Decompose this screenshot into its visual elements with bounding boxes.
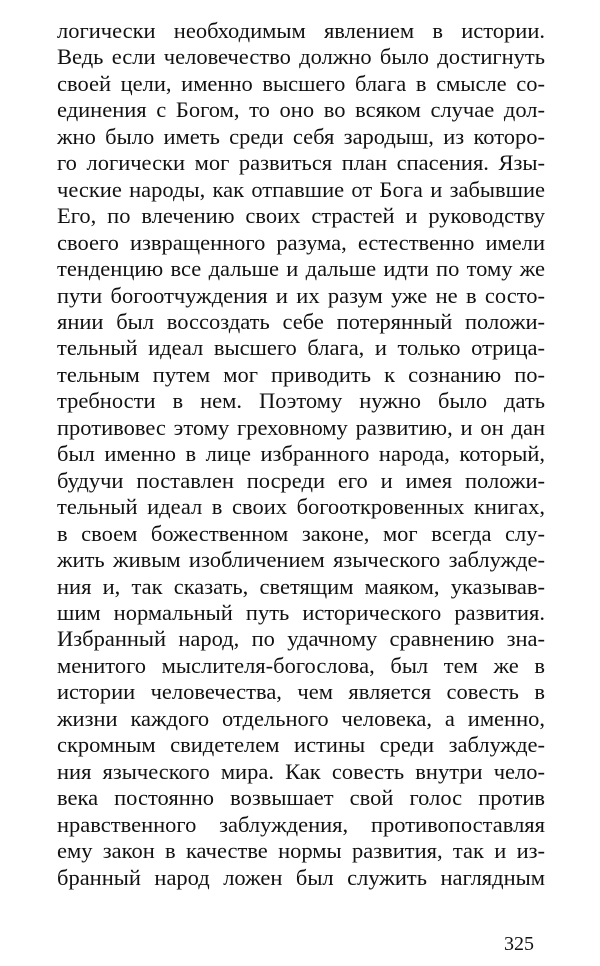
text-line: ческие народы, как отпавшие от Бога и забывшие [57,176,545,202]
text-line: в своем божественном законе, мог всегда слу- [57,520,545,546]
text-line: ния языческого мира. Как совесть внутри чело- [57,758,545,784]
text-line: логически необходимым явлением в истории. [57,18,545,43]
text-line: своей цели, именно высшего блага в смысле со- [57,70,545,96]
text-line: истории человечества, чем является совесть в [57,679,545,705]
text-line: шим нормальный путь исторического развития. [57,599,545,625]
text-line: требности в нем. Поэтому нужно было дать [57,388,545,414]
text-line: Избранный народ, по удачному сравнению зна- [57,626,545,652]
text-line: будучи поставлен посреди его и имея положи- [57,467,545,493]
text-line: ему закон в качестве нормы развития, так и из- [57,838,545,864]
text-line: века постоянно возвышает свой голос против [57,785,545,811]
text-line: своего извращенного разума, естественно имели [57,229,545,255]
text-line: скромным свидетелем истины среди заблужде- [57,732,545,758]
text-line: менитого мыслителя-богослова, был тем же в [57,652,545,678]
text-line: пути богоотчуждения и их разум уже не в состо- [57,282,545,308]
text-line: тельный идеал высшего блага, и только отрица- [57,335,545,361]
text-line: единения с Богом, то оно во всяком случае дол- [57,97,545,123]
text-line: жизни каждого отдельного человека, а именно, [57,705,545,731]
text-line: бранный народ ложен был служить наглядным [57,864,545,890]
text-line: тельный идеал в своих богооткровенных книгах, [57,494,545,520]
text-line: тенденцию все дальше и дальше идти по тому же [57,256,545,282]
text-line: нравственного заблуждения, противопоставляя [57,811,545,837]
text-line: янии был воссоздать себе потерянный положи- [57,308,545,334]
text-line: Его, по влечению своих страстей и руководству [57,203,545,229]
text-line: тельным путем мог приводить к сознанию по- [57,361,545,387]
text-line: жить живым изобличением языческого заблужде- [57,547,545,573]
page-body-text [57,18,545,891]
text-line: го логически мог развиться план спасения. Язы- [57,150,545,176]
text-line: жно было иметь среди себя зародыш, из которо- [57,123,545,149]
text-line: Ведь если человечество должно было достигнуть [57,44,545,70]
text-line: был именно в лице избранного народа, который, [57,441,545,467]
text-line: противовес этому греховному развитию, и он дан [57,414,545,440]
text-line: ния и, так сказать, светящим маяком, указывав- [57,573,545,599]
page-number: 325 [504,933,534,955]
